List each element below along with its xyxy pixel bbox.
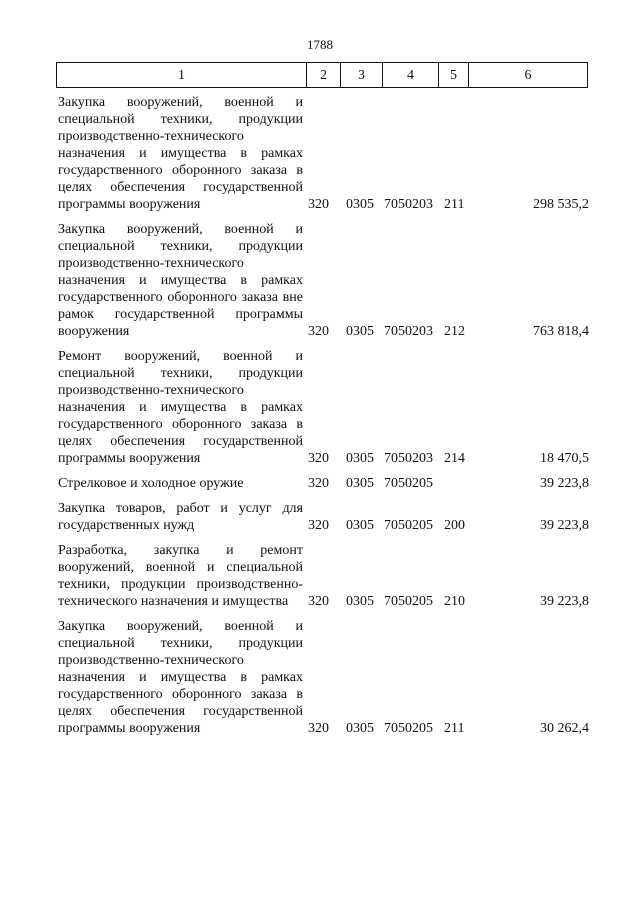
cell-col-5: 212 bbox=[444, 324, 465, 339]
cell-col-6: 30 262,4 bbox=[540, 721, 589, 736]
table-row bbox=[56, 94, 596, 213]
row-description: Закупка вооружений, военной и специальной техники, продукции производственно-технического назначения и имущества в рамках государственного оборонного заказа вне рамок государственной программы вооружения bbox=[58, 222, 303, 339]
header-col-3: 3 bbox=[341, 63, 383, 87]
cell-col-2: 320 bbox=[308, 518, 329, 533]
row-values bbox=[306, 593, 591, 610]
header-col-4: 4 bbox=[383, 63, 439, 87]
cell-col-2: 320 bbox=[308, 476, 329, 491]
cell-col-3: 0305 bbox=[346, 721, 374, 736]
row-description: Закупка вооружений, военной и специальной техники, продукции производственно-технического назначения и имущества в рамках государственного оборонного заказа в целях обеспечения государственной программы вооружения bbox=[58, 95, 303, 212]
cell-col-5: 214 bbox=[444, 451, 465, 466]
table-row bbox=[56, 348, 596, 467]
table-row bbox=[56, 475, 596, 492]
row-description: Стрелковое и холодное оружие bbox=[58, 476, 244, 491]
table-header bbox=[56, 62, 588, 88]
row-values bbox=[306, 450, 591, 467]
cell-col-4: 7050205 bbox=[384, 476, 433, 491]
table-body bbox=[56, 94, 596, 745]
header-col-6: 6 bbox=[524, 67, 532, 83]
cell-col-6: 39 223,8 bbox=[540, 594, 589, 609]
table-row bbox=[56, 618, 596, 737]
page-number: 1788 bbox=[307, 37, 333, 52]
row-description: Ремонт вооружений, военной и специальной техники, продукции производственно-технического назначения и имущества в рамках государственного оборонного заказа в целях обеспечения государственной программы вооружения bbox=[58, 349, 303, 466]
cell-col-4: 7050203 bbox=[384, 324, 433, 339]
row-values bbox=[306, 196, 591, 213]
row-values bbox=[306, 720, 591, 737]
cell-col-3: 0305 bbox=[346, 324, 374, 339]
cell-col-3: 0305 bbox=[346, 594, 374, 609]
cell-col-2: 320 bbox=[308, 197, 329, 212]
cell-col-6: 39 223,8 bbox=[540, 476, 589, 491]
cell-col-3: 0305 bbox=[346, 518, 374, 533]
row-values bbox=[306, 323, 591, 340]
row-description: Закупка вооружений, военной и специальной техники, продукции производственно-технического назначения и имущества в рамках государственного оборонного заказа в целях обеспечения государственной программы вооружения bbox=[58, 619, 303, 736]
cell-col-2: 320 bbox=[308, 324, 329, 339]
cell-col-4: 7050205 bbox=[384, 594, 433, 609]
cell-col-6: 39 223,8 bbox=[540, 518, 589, 533]
header-col-1: 1 bbox=[57, 63, 307, 87]
cell-col-3: 0305 bbox=[346, 451, 374, 466]
cell-col-5: 200 bbox=[444, 518, 465, 533]
cell-col-4: 7050205 bbox=[384, 518, 433, 533]
cell-col-4: 7050203 bbox=[384, 197, 433, 212]
header-col-2: 2 bbox=[307, 63, 341, 87]
row-description: Закупка товаров, работ и услуг для государственных нужд bbox=[58, 501, 303, 533]
cell-col-4: 7050203 bbox=[384, 451, 433, 466]
header-col-5: 5 bbox=[439, 63, 469, 87]
cell-col-3: 0305 bbox=[346, 476, 374, 491]
cell-col-6: 18 470,5 bbox=[540, 451, 589, 466]
cell-col-5: 210 bbox=[444, 594, 465, 609]
row-description: Разработка, закупка и ремонт вооружений, военной и специальной техники, продукции производственно-технического назначения и имущества bbox=[58, 543, 303, 609]
table-row bbox=[56, 221, 596, 340]
cell-col-5: 211 bbox=[444, 721, 465, 736]
table-row bbox=[56, 542, 596, 610]
cell-col-2: 320 bbox=[308, 594, 329, 609]
row-values bbox=[306, 475, 591, 492]
cell-col-4: 7050205 bbox=[384, 721, 433, 736]
cell-col-2: 320 bbox=[308, 451, 329, 466]
row-values bbox=[306, 517, 591, 534]
cell-col-6: 763 818,4 bbox=[533, 324, 589, 339]
cell-col-6: 298 535,2 bbox=[533, 197, 589, 212]
cell-col-2: 320 bbox=[308, 721, 329, 736]
cell-col-3: 0305 bbox=[346, 197, 374, 212]
table-row bbox=[56, 500, 596, 534]
cell-col-5: 211 bbox=[444, 197, 465, 212]
